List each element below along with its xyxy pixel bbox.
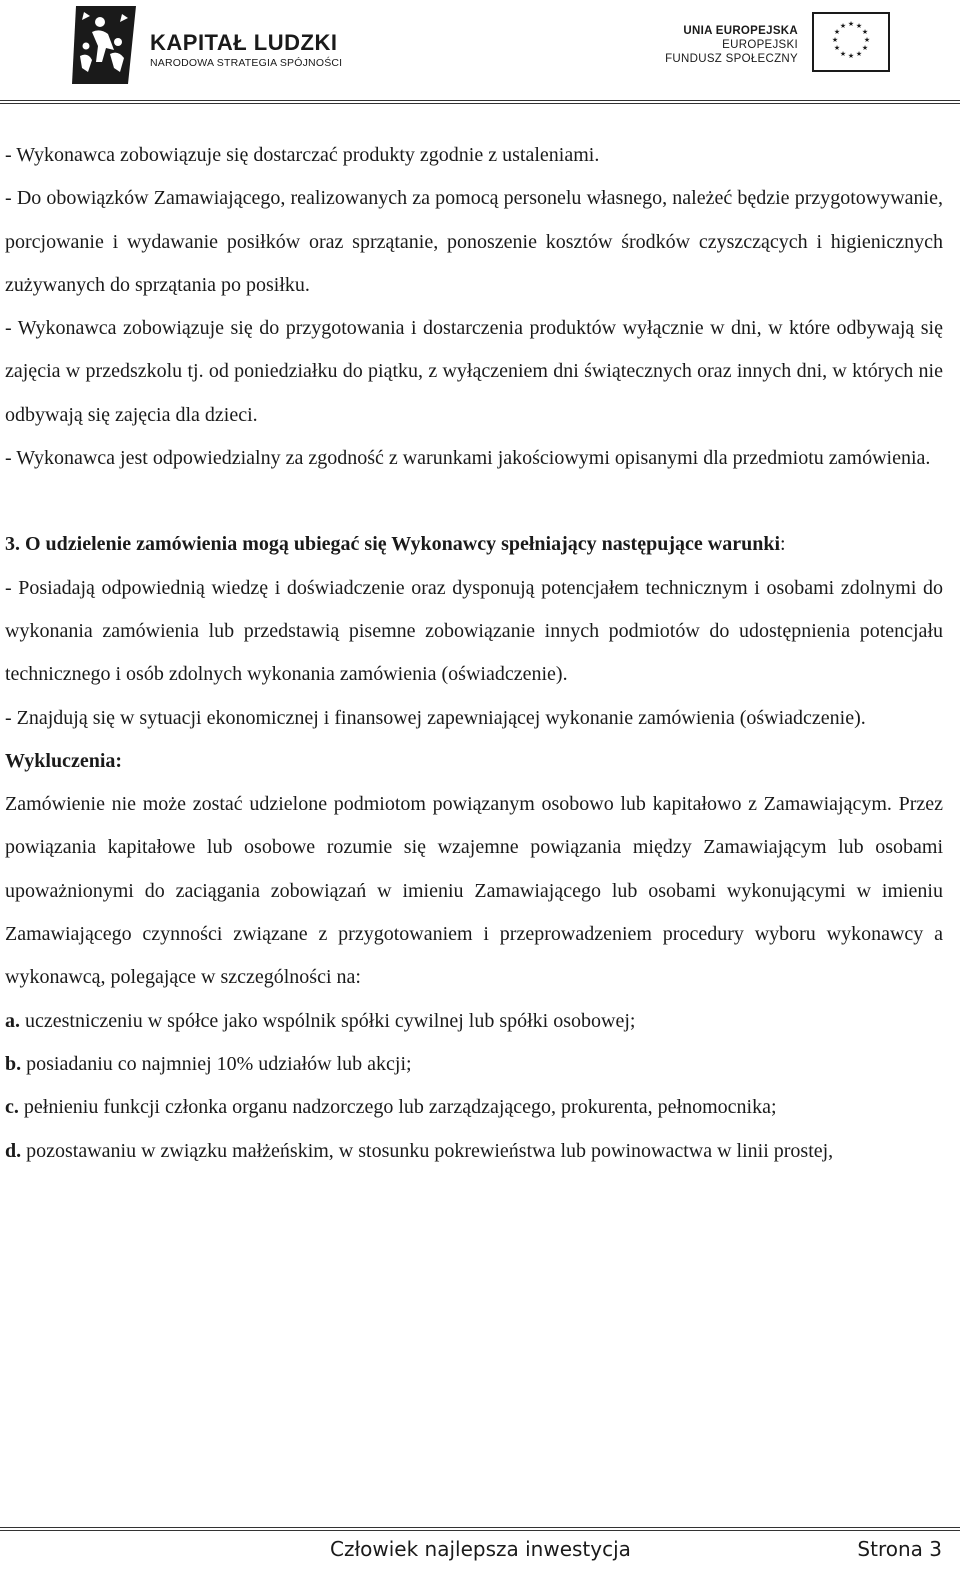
paragraph-3: - Wykonawca zobowiązuje się do przygotowania i dostarczenia produktów wyłącznie w dni, w które odbywają się zajęcia w przedszkolu tj. od poniedziałku do piątku, z wyłączeniem dni świątecznych oraz innych dni, w których nie odbywają się zajęcia dla dzieci. (5, 317, 943, 426)
svg-text:★: ★ (833, 28, 841, 36)
list-item-text: pozostawaniu w związku małżeńskim, w stosunku pokrewieństwa lub powinowactwa w linii prostej, (21, 1139, 834, 1162)
spacer (5, 480, 943, 523)
eu-logo-line1: UNIA EUROPEJSKA (683, 25, 798, 37)
list-item-text: pełnieniu funkcji członka organu nadzorczego lub zarządzającego, prokurenta, pełnomocnika; (18, 1096, 777, 1119)
kapital-ludzki-title: KAPITAŁ LUDZKI (150, 30, 338, 55)
list-marker: d. (5, 1139, 22, 1162)
list-item-a (5, 1000, 943, 1043)
eu-flag-icon (812, 12, 890, 72)
list-item-b (5, 1043, 943, 1086)
svg-text:★: ★ (839, 50, 847, 58)
svg-text:★: ★ (831, 36, 839, 44)
svg-text:★: ★ (861, 44, 869, 52)
list-item-d (5, 1130, 943, 1173)
paragraph-6: - Znajdują się w sytuacji ekonomicznej i finansowej zapewniającej wykonanie zamówienia (oświadczenie). (5, 706, 866, 729)
svg-text:★: ★ (839, 22, 847, 30)
svg-text:★: ★ (861, 28, 869, 36)
footer-slogan: Człowiek najlepsza inwestycja (330, 1537, 631, 1561)
paragraph-1: - Wykonawca zobowiązuje się dostarczać produkty zgodnie z ustaleniami. (5, 144, 600, 166)
list-marker: c. (5, 1096, 19, 1119)
eu-logo-line2: EUROPEJSKI (722, 39, 798, 51)
section-3-heading (5, 523, 943, 566)
section-3-heading-colon: : (780, 533, 786, 556)
page-header (0, 0, 960, 110)
svg-text:★: ★ (847, 20, 855, 28)
list-marker: a. (5, 1009, 20, 1032)
svg-text:★: ★ (855, 50, 863, 58)
paragraph-4: - Wykonawca jest odpowiedzialny za zgodność z warunkami jakościowymi opisanymi dla przedmiotu zamówienia. (5, 447, 931, 470)
list-item-text: posiadaniu co najmniej 10% udziałów lub akcji; (21, 1052, 412, 1075)
svg-text:★: ★ (847, 52, 855, 60)
page-footer (0, 1537, 960, 1567)
paragraph-5: - Posiadają odpowiednią wiedzę i doświadczenie oraz dysponują potencjałem technicznym i osobami zdolnymi do wykonania zamówienia lub przedstawią pisemne zobowiązanie innych podmiotów do udostępnienia potencjału technicznego i osób zdolnych wykonania zamówienia (oświadczenie). (5, 576, 943, 686)
paragraph-2: - Do obowiązków Zamawiającego, realizowanych za pomocą personelu własnego, należeć będzie przygotowywanie, porcjowanie i wydawanie posiłków oraz sprzątanie, ponoszenie kosztów środków czyszczących i higienicznych zużywanych do sprzątania po posiłku. (5, 187, 943, 296)
footer-divider (0, 1527, 960, 1531)
list-item-c (5, 1086, 943, 1129)
eu-logo-line3: FUNDUSZ SPOŁECZNY (665, 53, 798, 65)
kapital-ludzki-mark-icon (70, 2, 142, 88)
document-body (5, 134, 943, 1173)
paragraph-7: Zamówienie nie może zostać udzielone podmiotom powiązanym osobowo lub kapitałowo z Zamawiającym. Przez powiązania kapitałowe lub osobowe rozumie się wzajemne powiązania między Zamawiającym lub osobami upoważnionymi do zaciągania zobowiązań w imieniu Zamawiającego lub osobami wykonującymi w imieniu Zamawiającego czynności związane z przygotowaniem i przeprowadzeniem procedury wyboru wykonawcy a wykonawcą, polegające w szczególności na: (5, 793, 943, 989)
exclusions-heading: Wykluczenia: (5, 749, 123, 772)
svg-text:★: ★ (863, 36, 871, 44)
eu-logo (660, 12, 890, 78)
svg-text:★: ★ (833, 44, 841, 52)
page-number: Strona 3 (857, 1537, 942, 1561)
list-item-text: uczestniczeniu w spółce jako wspólnik spółki cywilnej lub spółki osobowej; (20, 1009, 636, 1032)
list-marker: b. (5, 1052, 22, 1075)
header-divider (0, 100, 960, 104)
kapital-ludzki-logo (70, 2, 350, 90)
kapital-ludzki-subtitle: NARODOWA STRATEGIA SPÓJNOŚCI (150, 57, 343, 69)
svg-text:★: ★ (855, 22, 863, 30)
section-3-heading-text: 3. O udzielenie zamówienia mogą ubiegać się Wykonawcy spełniający następujące warunki (5, 533, 780, 556)
